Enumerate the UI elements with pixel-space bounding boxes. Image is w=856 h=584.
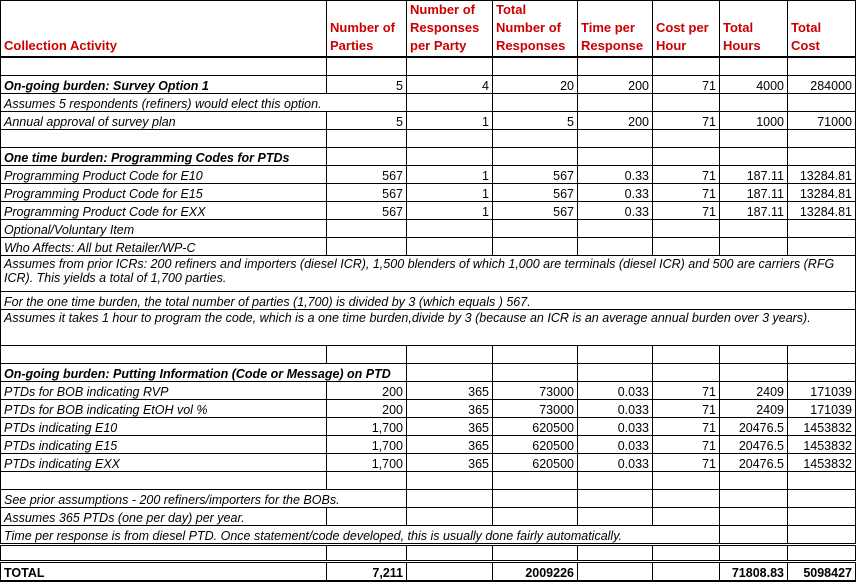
cell-time-per-response: 0.33 (578, 202, 653, 220)
cell-parties: 567 (327, 184, 407, 202)
total-cost: 5098427 (788, 562, 856, 582)
note-text: Assumes it takes 1 hour to program the code, which is a one time burden,divide by 3 (because an ICR is an average annual burden over 3 years). (1, 310, 856, 346)
cell-cost-per-hour: 71 (653, 202, 720, 220)
header-responses-per-party: Number of Responses per Party (407, 1, 493, 58)
row-label: Programming Product Code for E15 (1, 184, 327, 202)
cell-total-responses: 567 (493, 184, 578, 202)
cell-cost-per-hour: 71 (653, 436, 720, 454)
note-row (1, 526, 856, 545)
header-time-per-response: Time per Response (578, 1, 653, 58)
table-row (1, 184, 856, 202)
cell-total-cost: 171039 (788, 400, 856, 418)
cell-total-hours: 187.11 (720, 184, 788, 202)
cell-total-hours: 187.11 (720, 202, 788, 220)
cell-total-responses: 73000 (493, 382, 578, 400)
cell-responses-per-party: 1 (407, 202, 493, 220)
cell-responses-per-party: 1 (407, 184, 493, 202)
section-title: One time burden: Programming Codes for PTDs (1, 148, 327, 166)
cell-cost-per-hour: 71 (653, 76, 720, 94)
cell-total-cost: 171039 (788, 382, 856, 400)
blank-row (1, 545, 856, 562)
total-row (1, 562, 856, 582)
note-row (1, 508, 856, 526)
row-label: PTDs indicating EXX (1, 454, 327, 472)
cell-total-hours: 4000 (720, 76, 788, 94)
cell-responses-per-party: 4 (407, 76, 493, 94)
note-text: Time per response is from diesel PTD. Once statement/code developed, this is usually done fairly automatically. (1, 526, 720, 545)
header-parties: Number of Parties (327, 1, 407, 58)
cell-total-hours: 1000 (720, 112, 788, 130)
header-total-hours: Total Hours (720, 1, 788, 58)
note-text: Assumes 5 respondents (refiners) would elect this option. (1, 94, 407, 112)
note-text: Optional/Voluntary Item (1, 220, 327, 238)
table-row (1, 166, 856, 184)
cell-time-per-response: 0.33 (578, 166, 653, 184)
cell-time-per-response: 0.033 (578, 382, 653, 400)
total-parties: 7,211 (327, 562, 407, 582)
cell-total-cost: 71000 (788, 112, 856, 130)
cell-parties: 567 (327, 202, 407, 220)
row-label: Programming Product Code for EXX (1, 202, 327, 220)
cell-responses-per-party: 365 (407, 436, 493, 454)
cell-total-responses: 620500 (493, 454, 578, 472)
note-row (1, 94, 856, 112)
cell-parties: 200 (327, 382, 407, 400)
cell-total-cost: 284000 (788, 76, 856, 94)
cell-parties: 1,700 (327, 454, 407, 472)
cell-total-hours: 20476.5 (720, 418, 788, 436)
section-title: On-going burden: Survey Option 1 (1, 76, 327, 94)
cell-time-per-response: 0.033 (578, 436, 653, 454)
note-row (1, 292, 856, 310)
cell-total-cost: 1453832 (788, 454, 856, 472)
header-total-responses: Total Number of Responses (493, 1, 578, 58)
cell-parties: 5 (327, 76, 407, 94)
cell-responses-per-party: 365 (407, 400, 493, 418)
cell-total-hours: 2409 (720, 382, 788, 400)
cell-cost-per-hour: 71 (653, 418, 720, 436)
cell-total-responses: 620500 (493, 436, 578, 454)
cell-total-responses: 567 (493, 166, 578, 184)
cell-parties: 200 (327, 400, 407, 418)
total-hours: 71808.83 (720, 562, 788, 582)
cell-total-hours: 187.11 (720, 166, 788, 184)
blank-row (1, 130, 856, 148)
row-label: Annual approval of survey plan (1, 112, 327, 130)
cell-time-per-response: 0.033 (578, 400, 653, 418)
header-activity: Collection Activity (1, 1, 327, 58)
table-row (1, 76, 856, 94)
table-row (1, 400, 856, 418)
total-label: TOTAL (1, 562, 327, 582)
cell-cost-per-hour: 71 (653, 382, 720, 400)
note-text: For the one time burden, the total number of parties (1,700) is divided by 3 (which equals ) 567. (1, 292, 856, 310)
cell-responses-per-party: 1 (407, 166, 493, 184)
cell-total-responses: 73000 (493, 400, 578, 418)
note-text: Assumes from prior ICRs: 200 refiners and importers (diesel ICR), 1,500 blenders of which 1,000 are terminals (diesel ICR) and 500 are carriers (RFG ICR). This yields a total of 1,700 parties. (1, 256, 856, 292)
cell-total-responses: 567 (493, 202, 578, 220)
note-text: Who Affects: All but Retailer/WP-C (1, 238, 327, 256)
section-row (1, 148, 856, 166)
cell-responses-per-party: 1 (407, 112, 493, 130)
cell-cost-per-hour: 71 (653, 112, 720, 130)
row-label: PTDs indicating E10 (1, 418, 327, 436)
cell-total-hours: 2409 (720, 400, 788, 418)
cell-total-cost: 1453832 (788, 418, 856, 436)
table-row (1, 436, 856, 454)
blank-row (1, 57, 856, 76)
section-row (1, 364, 856, 382)
row-label: PTDs for BOB indicating RVP (1, 382, 327, 400)
cell-time-per-response: 0.033 (578, 418, 653, 436)
cell-total-cost: 1453832 (788, 436, 856, 454)
note-row (1, 220, 856, 238)
table-row (1, 112, 856, 130)
table-row (1, 454, 856, 472)
cell-parties: 1,700 (327, 418, 407, 436)
blank-row (1, 472, 856, 490)
cell-total-responses: 5 (493, 112, 578, 130)
cell-cost-per-hour: 71 (653, 400, 720, 418)
note-text: See prior assumptions - 200 refiners/importers for the BOBs. (1, 490, 407, 508)
header-cost-per-hour: Cost per Hour (653, 1, 720, 58)
note-text: Assumes 365 PTDs (one per day) per year. (1, 508, 327, 526)
note-row (1, 256, 856, 292)
cell-total-cost: 13284.81 (788, 166, 856, 184)
note-row (1, 310, 856, 346)
cell-cost-per-hour: 71 (653, 166, 720, 184)
cell-time-per-response: 200 (578, 112, 653, 130)
section-title: On-going burden: Putting Information (Code or Message) on PTD (1, 364, 407, 382)
note-row (1, 238, 856, 256)
cell-total-hours: 20476.5 (720, 454, 788, 472)
cell-time-per-response: 0.033 (578, 454, 653, 472)
cell-cost-per-hour: 71 (653, 454, 720, 472)
cell-parties: 567 (327, 166, 407, 184)
header-total-cost: Total Cost (788, 1, 856, 58)
cell-total-cost: 13284.81 (788, 202, 856, 220)
cell-cost-per-hour: 71 (653, 184, 720, 202)
cell-responses-per-party: 365 (407, 418, 493, 436)
note-row (1, 490, 856, 508)
row-label: PTDs indicating E15 (1, 436, 327, 454)
cell-parties: 1,700 (327, 436, 407, 454)
table-row (1, 202, 856, 220)
cell-time-per-response: 0.33 (578, 184, 653, 202)
cell-total-responses: 620500 (493, 418, 578, 436)
table-row (1, 418, 856, 436)
cell-total-cost: 13284.81 (788, 184, 856, 202)
total-responses: 2009226 (493, 562, 578, 582)
cell-parties: 5 (327, 112, 407, 130)
cell-total-hours: 20476.5 (720, 436, 788, 454)
table-row (1, 382, 856, 400)
cell-total-responses: 20 (493, 76, 578, 94)
cell-responses-per-party: 365 (407, 382, 493, 400)
row-label: PTDs for BOB indicating EtOH vol % (1, 400, 327, 418)
cell-responses-per-party: 365 (407, 454, 493, 472)
blank-row (1, 346, 856, 364)
header-row (1, 1, 856, 58)
cell-time-per-response: 200 (578, 76, 653, 94)
row-label: Programming Product Code for E10 (1, 166, 327, 184)
